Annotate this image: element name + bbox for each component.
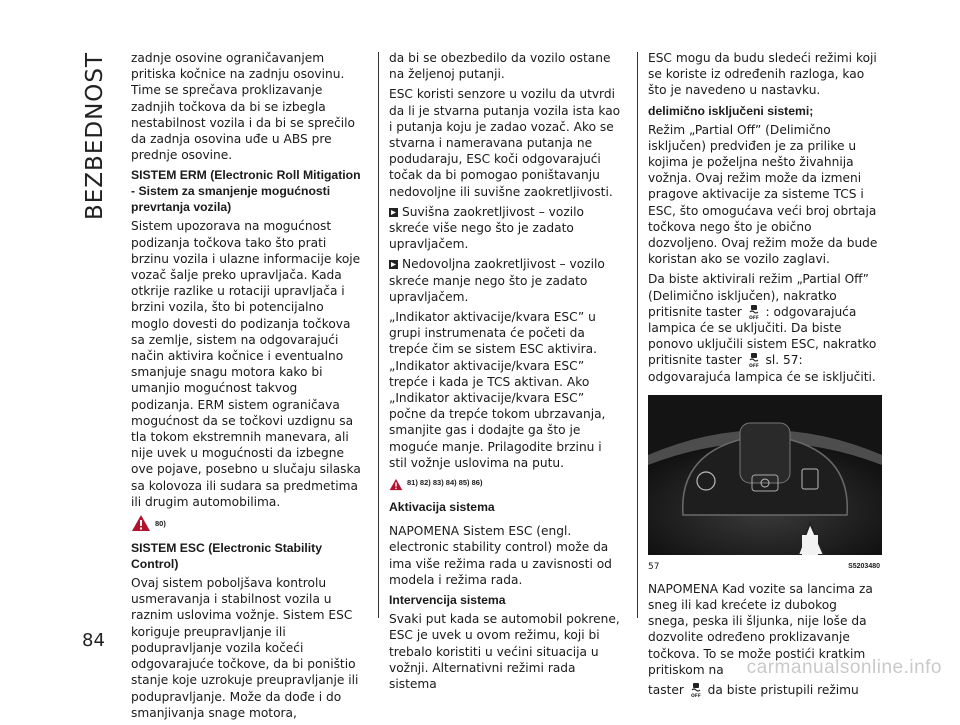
column-divider-2 [637,52,638,618]
text-column-1 [131,50,363,725]
warning-triangle-icon [389,478,403,491]
esc-off-icon [748,304,760,320]
section-tab-label: BEZBEDNOST [82,51,108,220]
warning-triangle-icon [131,514,151,532]
text-fragment: taster [648,683,684,698]
bullet-arrow-icon [389,208,398,217]
paragraph [648,271,880,384]
paragraph: „Indikator aktivacije/kvara ESC” u grupi instrumenata će početi da trepće čim se sistem ESC aktivira. „Indikator aktivacije/kvara ESC” trepće i kada je TCS aktivan. Ako „Indikator aktivacije/kvara ESC” počne da trepće tokom ubrzavanja, smanjite gas i dodajte ga što je moguće manje. Prilagodite brzinu i stil vožnje uslovima na putu. [389,310,606,470]
text-column-2 [389,50,621,696]
section-tab [80,48,110,223]
heading-esc: SISTEM ESC (Electronic Stability Control) [131,541,322,572]
bullet-text: Suvišna zaokretljivost – vozilo skreće više nego što je zadato upravljačem. [389,204,584,252]
column-divider-1 [378,52,379,618]
warning-refs: 80) [155,518,166,528]
warning-refs: 81) 82) 83) 84) 85) 86) [407,478,483,488]
figure-code: S5203480 [848,562,880,570]
text-fragment: sl. 57: odgovarajuća lampica će se isključiti. [648,353,876,384]
esc-off-icon [748,352,760,368]
heading-intervention: Intervencija sistema [389,593,506,608]
heading-erm: SISTEM ERM (Electronic Roll Mitigation - Sistem za smanjenje mogućnosti prevrtanja vozila) [131,168,361,215]
figure-number: 57 [648,561,660,572]
esc-off-icon [690,682,702,698]
bullet-item [389,204,621,253]
warning-reference [389,475,621,491]
bullet-text: Nedovoljna zaokretljivost – vozilo skreće manje nego što je zadato upravljačem. [389,257,605,304]
text-fragment: : odgovarajuća lampica će se uključiti. Da biste ponovo uključili sistem ESC, nakratko pritisnite taster [648,304,877,368]
paragraph: Režim „Partial Off” (Delimično isključen) predviđen je za prilike u kojima je poželjna nešto živahnija vožnja. Ovaj režim može da izmeni pragove aktivacije za sisteme TCS i ESC, što omogućava veći broj obrtaja točkova nego što je obično dozvoljeno. Ovaj režim može da bude koristan ako se vozilo zaglavi. [648,122,878,267]
svg-text:OFF: OFF [690,694,701,699]
paragraph: NAPOMENA Kad vozite sa lancima za sneg ili kad krećete iz dubokog snega, peska ili šljunka, nije loše da dozvolite određeno proklizavanje točkova. To se može postići kratkim pritiskom na [648,581,873,677]
console-photo [648,395,882,555]
page-number: 84 [82,630,105,651]
heading-activation: Aktivacija sistema [389,500,495,515]
paragraph: da bi se obezbedilo da vozilo ostane na željenoj putanji. [389,51,611,82]
text-column-3 [648,50,880,702]
paragraph: ESC koristi senzore u vozilu da utvrdi da li je stvarna putanja vozila ista kao i putanja koju je zadao vozač. Ako se stvarna i nameravana putanja ne podudaraju, ESC koči odgovarajući točak da bi pomogao poništavanju nedovoljne ili suvišne zaokretljivosti. [389,87,621,199]
warning-reference [131,514,363,532]
svg-text:OFF: OFF [748,315,759,320]
watermark: carmanualsonline.info [746,657,942,678]
paragraph [648,682,880,698]
bullet-item [389,256,621,305]
console-illustration [648,395,882,555]
paragraph: zadnje osovine ograničavanjem pritiska kočnice na zadnju osovinu. Time se sprečava proklizavanje zadnjih točkova da bi se izbegla nestabilnost vozila i da bi se sprečilo da zadnja osovina uđe u ABS pre prednje osovine. [131,51,356,163]
bullet-arrow-icon [389,260,398,269]
paragraph: Svaki put kada se automobil pokrene, ESC je uvek u ovom režimu, koji bi trebalo koristiti u većini situacija u vožnji. Alternativni režimi rada sistema [389,612,620,691]
paragraph: Sistem upozorava na mogućnost podizanja točkova tako što prati brzinu vozila i ulazne informacije koje vozač šalje preko upravljača. Kada otkrije razlike u rotaciji upravljača i brzini vozila, što bi potencijalno moglo dovesti do podizanja točkova sa zemlje, sistem na odgovarajući način aktivira kočnice i eventualno smanjuje snagu motora kako bi umanjio mogućnost takvog podizanja. ERM sistem ograničava mogućnost da se točkovi uzdignu sa tla tokom ekstremnih manevara, ali nije uvek u mogućnosti da izbegne ove pojave, posebno u slučaju silaska sa kolovoza ili sudara sa predmetima ili drugim automobilima. [131,219,361,509]
heading-partial-off: delimično isključeni sistemi; [648,103,814,118]
paragraph: Ovaj sistem poboljšava kontrolu usmeravanja i stabilnost vozila u raznim uslovima vožnje. Sistem ESC koriguje preupravljanje ili podupravljanje vozila kočeći odgovarajuće točkove, da bi poništio stanje koje uzrokuje preupravljanje ili podupravljanje. Može da dođe i do smanjivanja snage motora, [131,576,359,720]
paragraph: ESC mogu da budu sledeći režimi koji se koriste iz određenih razloga, kao što je navedeno u nastavku. [648,51,877,98]
svg-text:OFF: OFF [748,364,759,369]
text-fragment: da biste pristupili režimu [707,683,859,698]
text-fragment: Da biste aktivirali režim „Partial Off” (Delimično isključen), nakratko pritisnite taster [648,272,869,319]
figure-57 [648,395,880,573]
paragraph: NAPOMENA Sistem ESC (engl. electronic stability control) može da ima više režima rada u zavisnosti od modela i režima rada. [389,524,612,587]
